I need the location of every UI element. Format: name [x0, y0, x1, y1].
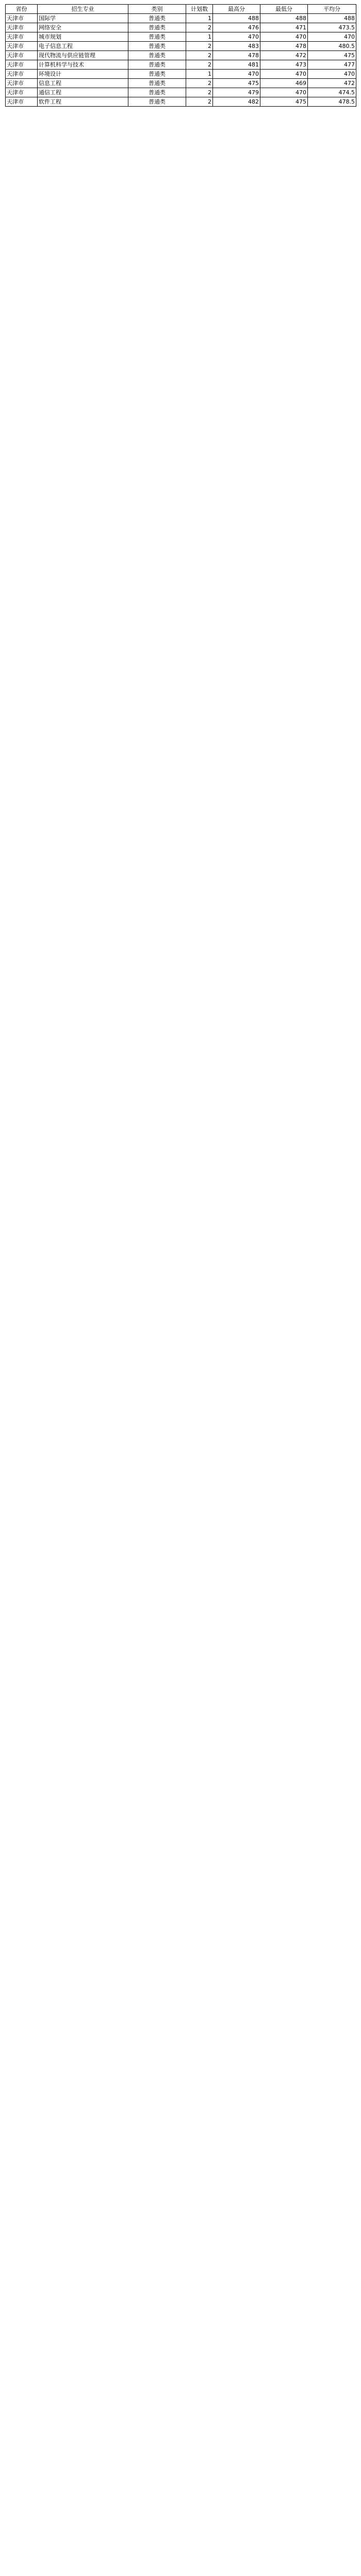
cell-avg-score: 475 [308, 51, 356, 60]
cell-category: 普通类 [128, 14, 186, 23]
cell-major: 现代物流与供应链管理 [38, 51, 128, 60]
cell-max-score: 482 [213, 97, 260, 107]
cell-plan-count: 2 [186, 51, 213, 60]
cell-min-score: 471 [260, 23, 308, 32]
cell-major: 计算机科学与技术 [38, 60, 128, 70]
cell-avg-score: 472 [308, 79, 356, 88]
table-row [6, 14, 356, 23]
cell-max-score: 475 [213, 79, 260, 88]
cell-major: 环境设计 [38, 70, 128, 79]
cell-min-score: 469 [260, 79, 308, 88]
cell-plan-count: 1 [186, 14, 213, 23]
table-row [6, 88, 356, 97]
admission-score-table [5, 4, 356, 107]
cell-max-score: 483 [213, 42, 260, 51]
cell-category: 普通类 [128, 32, 186, 42]
cell-plan-count: 2 [186, 88, 213, 97]
cell-max-score: 470 [213, 70, 260, 79]
cell-plan-count: 2 [186, 79, 213, 88]
cell-plan-count: 1 [186, 70, 213, 79]
cell-min-score: 488 [260, 14, 308, 23]
header-major: 招生专业 [38, 5, 128, 14]
cell-plan-count: 2 [186, 60, 213, 70]
table-row [6, 97, 356, 107]
header-row [6, 5, 356, 14]
cell-avg-score: 470 [308, 70, 356, 79]
cell-avg-score: 480.5 [308, 42, 356, 51]
cell-province: 天津市 [6, 60, 38, 70]
header-avg-score: 平均分 [308, 5, 356, 14]
cell-province: 天津市 [6, 42, 38, 51]
cell-min-score: 470 [260, 70, 308, 79]
cell-province: 天津市 [6, 23, 38, 32]
cell-min-score: 470 [260, 32, 308, 42]
header-min-score: 最低分 [260, 5, 308, 14]
cell-avg-score: 474.5 [308, 88, 356, 97]
header-category: 类别 [128, 5, 186, 14]
cell-min-score: 478 [260, 42, 308, 51]
cell-plan-count: 2 [186, 97, 213, 107]
cell-province: 天津市 [6, 79, 38, 88]
cell-avg-score: 470 [308, 32, 356, 42]
cell-major: 城市规划 [38, 32, 128, 42]
cell-province: 天津市 [6, 70, 38, 79]
cell-max-score: 476 [213, 23, 260, 32]
cell-major: 软件工程 [38, 97, 128, 107]
cell-avg-score: 488 [308, 14, 356, 23]
cell-plan-count: 2 [186, 42, 213, 51]
table-row [6, 70, 356, 79]
table-body [6, 14, 356, 107]
cell-avg-score: 478.5 [308, 97, 356, 107]
header-province: 省份 [6, 5, 38, 14]
cell-province: 天津市 [6, 88, 38, 97]
cell-min-score: 473 [260, 60, 308, 70]
cell-major: 网络安全 [38, 23, 128, 32]
table-row [6, 23, 356, 32]
cell-avg-score: 477 [308, 60, 356, 70]
cell-plan-count: 2 [186, 23, 213, 32]
cell-major: 信息工程 [38, 79, 128, 88]
cell-province: 天津市 [6, 14, 38, 23]
cell-category: 普通类 [128, 51, 186, 60]
table-row [6, 60, 356, 70]
cell-category: 普通类 [128, 88, 186, 97]
cell-province: 天津市 [6, 51, 38, 60]
cell-max-score: 479 [213, 88, 260, 97]
cell-category: 普通类 [128, 60, 186, 70]
cell-max-score: 481 [213, 60, 260, 70]
cell-max-score: 488 [213, 14, 260, 23]
header-plan-count: 计划数 [186, 5, 213, 14]
table-row [6, 79, 356, 88]
table-row [6, 32, 356, 42]
cell-max-score: 478 [213, 51, 260, 60]
cell-major: 电子信息工程 [38, 42, 128, 51]
cell-major: 通信工程 [38, 88, 128, 97]
cell-province: 天津市 [6, 97, 38, 107]
header-max-score: 最高分 [213, 5, 260, 14]
cell-major: 国际学 [38, 14, 128, 23]
cell-plan-count: 1 [186, 32, 213, 42]
cell-min-score: 472 [260, 51, 308, 60]
cell-category: 普通类 [128, 42, 186, 51]
cell-category: 普通类 [128, 79, 186, 88]
cell-max-score: 470 [213, 32, 260, 42]
table-row [6, 51, 356, 60]
cell-avg-score: 473.5 [308, 23, 356, 32]
cell-min-score: 475 [260, 97, 308, 107]
cell-category: 普通类 [128, 70, 186, 79]
cell-category: 普通类 [128, 97, 186, 107]
cell-category: 普通类 [128, 23, 186, 32]
table-row [6, 42, 356, 51]
cell-min-score: 470 [260, 88, 308, 97]
cell-province: 天津市 [6, 32, 38, 42]
